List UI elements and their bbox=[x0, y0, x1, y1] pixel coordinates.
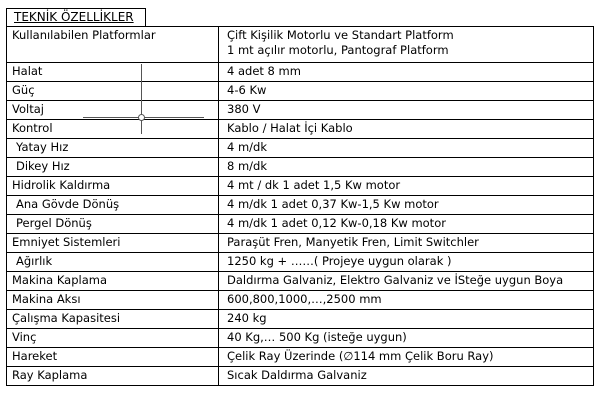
guide-handle bbox=[138, 114, 145, 121]
spec-label: Güç bbox=[7, 82, 219, 101]
spec-value-cell bbox=[219, 177, 594, 196]
spec-label: Halat bbox=[7, 63, 219, 82]
spec-label: Makina Kaplama bbox=[7, 272, 219, 291]
spec-value-cell bbox=[219, 310, 594, 329]
table-row bbox=[7, 177, 594, 196]
table-row bbox=[7, 253, 594, 272]
spec-value-cell bbox=[219, 101, 594, 120]
spec-label: Dikey Hız bbox=[7, 158, 219, 177]
spec-value: 40 Kg,… 500 Kg (isteğe uygun) bbox=[227, 330, 407, 344]
spec-label: Ana Gövde Dönüş bbox=[7, 196, 219, 215]
spec-value-cell bbox=[219, 63, 594, 82]
spec-value: 240 kg bbox=[227, 311, 267, 325]
spec-value-cell bbox=[219, 348, 594, 367]
table-row bbox=[7, 272, 594, 291]
spec-value: 4-6 Kw bbox=[227, 83, 267, 97]
spec-value-cell bbox=[219, 291, 594, 310]
spec-value-cell bbox=[219, 329, 594, 348]
table-row bbox=[7, 234, 594, 253]
table-row bbox=[7, 27, 594, 63]
spec-value: 600,800,1000,…,2500 mm bbox=[227, 292, 382, 306]
table-row bbox=[7, 82, 594, 101]
spec-label: Vinç bbox=[7, 329, 219, 348]
spec-value: Kablo / Halat İçi Kablo bbox=[227, 121, 353, 135]
spec-value: 4 m/dk 1 adet 0,12 Kw-0,18 Kw motor bbox=[227, 216, 446, 230]
spec-value-cell bbox=[219, 196, 594, 215]
spec-label: Hidrolik Kaldırma bbox=[7, 177, 219, 196]
spec-value-cell bbox=[219, 158, 594, 177]
page-title: TEKNİK ÖZELLİKLER bbox=[14, 10, 134, 24]
spec-value-cell bbox=[219, 253, 594, 272]
table-row bbox=[7, 158, 594, 177]
guide-line-vertical bbox=[141, 64, 142, 134]
spec-value: 8 m/dk bbox=[227, 159, 268, 173]
spec-value: 4 m/dk 1 adet 0,37 Kw-1,5 Kw motor bbox=[227, 197, 439, 211]
spec-value: 4 adet 8 mm bbox=[227, 64, 301, 78]
spec-value-cell bbox=[219, 215, 594, 234]
table-row bbox=[7, 63, 594, 82]
spec-label: Ağırlık bbox=[7, 253, 219, 272]
table-row bbox=[7, 329, 594, 348]
spec-label: Ray Kaplama bbox=[7, 367, 219, 386]
spec-value-cell bbox=[219, 367, 594, 386]
spec-value-cell bbox=[219, 82, 594, 101]
table-row bbox=[7, 310, 594, 329]
spec-label: Hareket bbox=[7, 348, 219, 367]
spec-value: Çelik Ray Üzerinde (∅114 mm Çelik Boru Ray) bbox=[227, 349, 494, 363]
table-row bbox=[7, 196, 594, 215]
spec-value-cell bbox=[219, 234, 594, 253]
spec-value: Sıcak Daldırma Galvaniz bbox=[227, 368, 367, 382]
spec-value: Daldırma Galvaniz, Elektro Galvaniz ve İSteğe uygun Boya bbox=[227, 273, 564, 287]
table-row bbox=[7, 348, 594, 367]
table-row bbox=[7, 215, 594, 234]
spec-table bbox=[6, 26, 594, 386]
table-row bbox=[7, 120, 594, 139]
spec-label: Voltaj bbox=[7, 101, 219, 120]
spec-label: Pergel Dönüş bbox=[7, 215, 219, 234]
spec-table-body bbox=[7, 27, 594, 386]
spec-value-cell bbox=[219, 120, 594, 139]
spec-value: Paraşüt Fren, Manyetik Fren, Limit Switchler bbox=[227, 235, 479, 249]
spec-value-cell bbox=[219, 139, 594, 158]
table-row bbox=[7, 291, 594, 310]
spec-value-cell bbox=[219, 272, 594, 291]
spec-value: 4 m/dk bbox=[227, 140, 268, 154]
spec-value: Çift Kişilik Motorlu ve Standart Platform bbox=[227, 28, 454, 42]
spec-label: Yatay Hız bbox=[7, 139, 219, 158]
title-box bbox=[6, 8, 146, 26]
spec-value: 1 mt açılır motorlu, Pantograf Platform bbox=[227, 43, 449, 57]
spec-value-cell bbox=[219, 27, 594, 63]
spec-value: 380 V bbox=[227, 102, 261, 116]
table-row bbox=[7, 367, 594, 386]
spec-label: Makina Aksı bbox=[7, 291, 219, 310]
spec-label: Kullanılabilen Platformlar bbox=[7, 27, 219, 63]
table-row bbox=[7, 139, 594, 158]
spec-label: Çalışma Kapasitesi bbox=[7, 310, 219, 329]
spec-label: Kontrol bbox=[7, 120, 219, 139]
spec-label: Emniyet Sistemleri bbox=[7, 234, 219, 253]
spec-value: 4 mt / dk 1 adet 1,5 Kw motor bbox=[227, 178, 401, 192]
spec-value: 1250 kg + ……( Projeye uygun olarak ) bbox=[227, 254, 452, 268]
